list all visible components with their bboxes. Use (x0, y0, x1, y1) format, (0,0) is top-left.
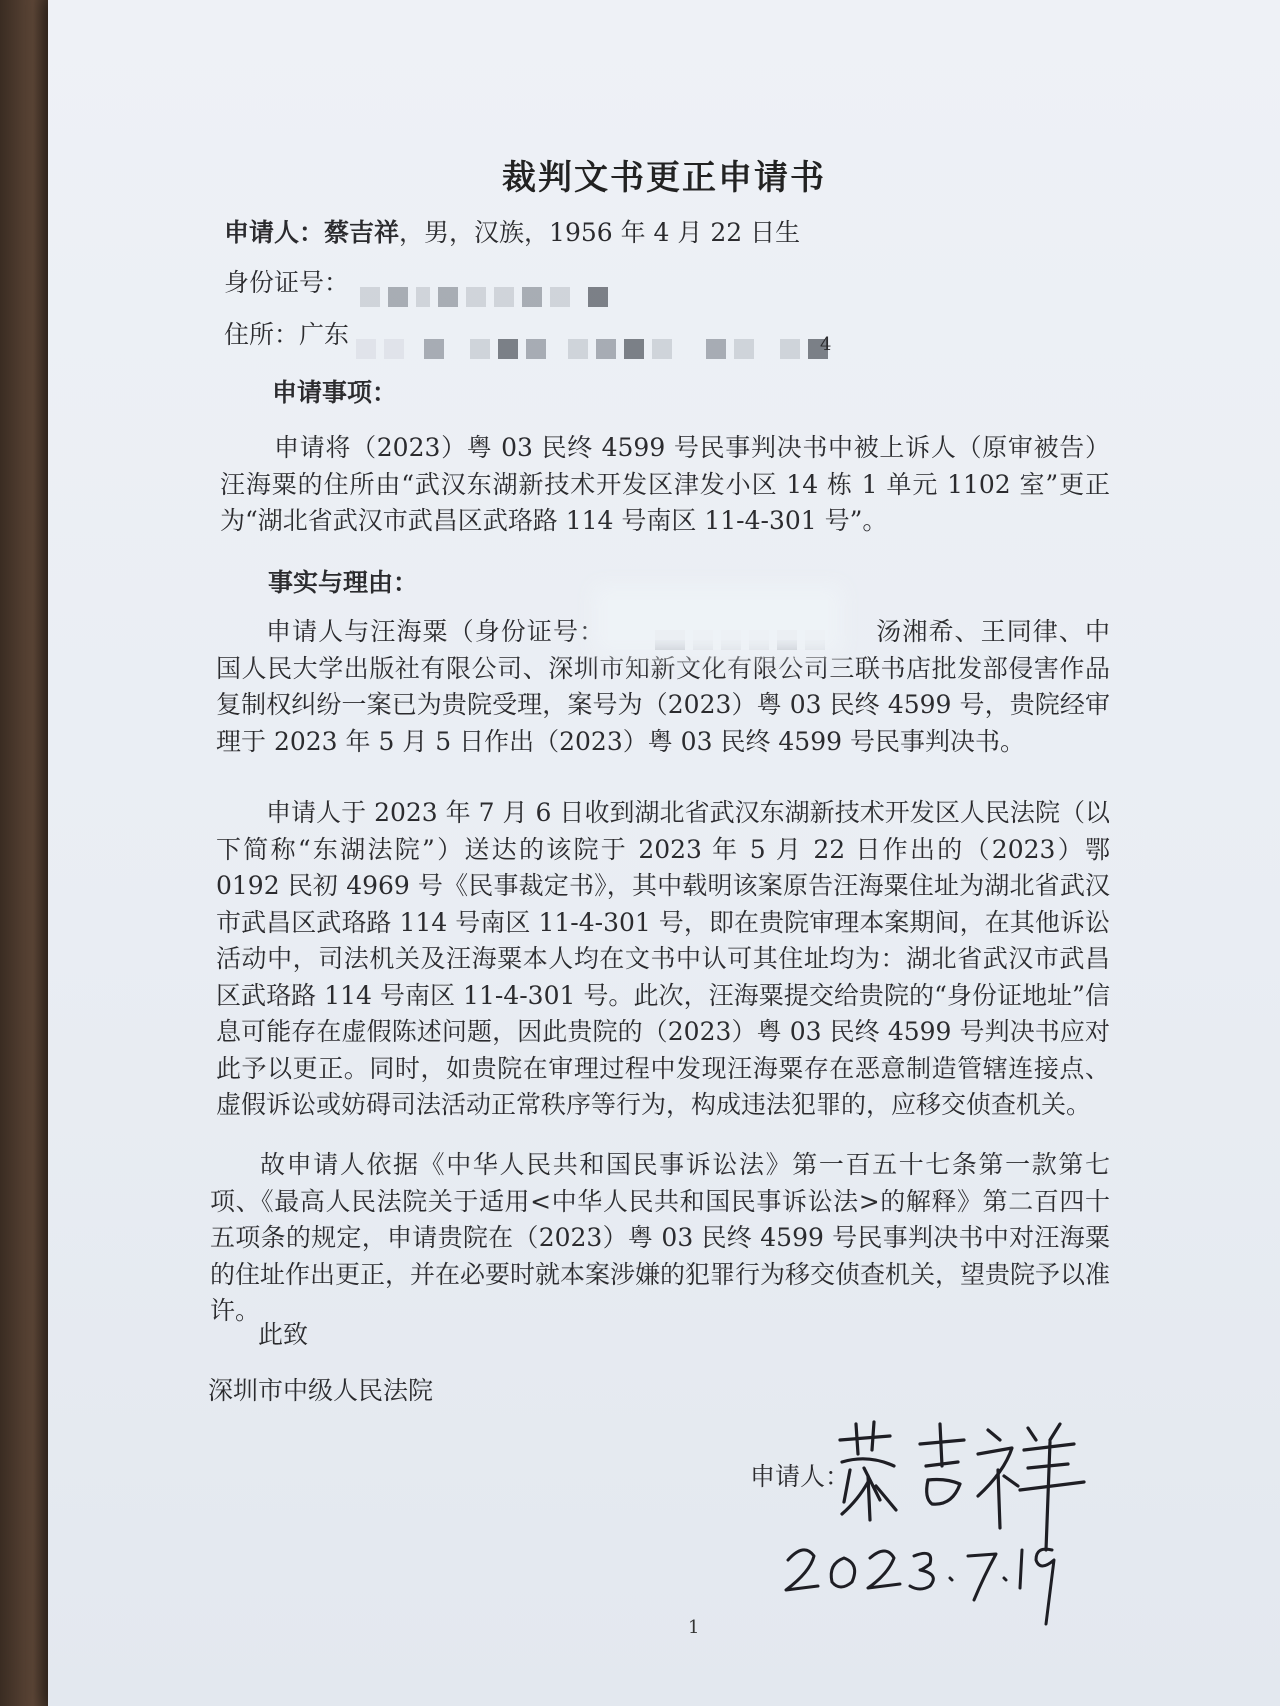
address-label: 住所：广东 (224, 320, 350, 349)
facts-paragraph-2: 申请人于 2023 年 7 月 6 日收到湖北省武汉东湖新技术开发区人民法院（以下简称“东湖法院”）送达的该院于 2023 年 5 月 22 日作出的（2023）鄂 0192 民初 4969 号《民事裁定书》，其中载明该案原告汪海粟住址为湖北省武汉市武昌区武珞路 114 号南区 11-4-301 号，即在贵院审理本案期间，在其他诉讼活动中，司法机关及汪海粟本人均在文书中认可其住址均为：湖北省武汉市武昌区武珞路 114 号南区 11-4-301 号。此次，汪海粟提交给贵院的“身份证地址”信息可能存在虚假陈述问题，因此贵院的（2023）粤 03 民终 4599 号判决书应对此予以更正。同时，如贵院在审理过程中发现汪海粟存在恶意制造管辖连接点、虚假诉讼或妨碍司法活动正常秩序等行为，构成违法犯罪的，应移交侦查机关。 (216, 798, 1110, 1119)
section-request-heading: 申请事项： (272, 378, 398, 407)
address-trailing: 4 (820, 334, 832, 355)
id-redaction (360, 286, 616, 307)
handwritten-date (774, 1520, 1064, 1630)
addressee: 深圳市中级人民法院 (208, 1376, 434, 1405)
page-number: 1 (688, 1617, 700, 1638)
applicant-name: 蔡吉祥 (324, 218, 400, 247)
id-label: 身份证号： (224, 268, 350, 297)
facts-p1-start: 申请人与汪海粟（身份证号： (266, 617, 606, 646)
closing-text: 此致 (258, 1320, 309, 1349)
facts-paragraph-3: 故申请人依据《中华人民共和国民事诉讼法》第一百五十七条第一款第七项、《最高人民法院关于适用<中华人民共和国民事诉讼法>的解释》第二百四十五项条的规定，申请贵院在（2023）粤 03 民终 4599 号民事判决书中对汪海粟的住址作出更正，并在必要时就本案涉嫌的犯罪行为移交侦查机关，望贵院予以准许。 (210, 1150, 1111, 1325)
document-title: 裁判文书更正申请书 (502, 158, 826, 198)
request-paragraph: 申请将（2023）粤 03 民终 4599 号民事判决书中被上诉人（原审被告）汪海粟的住所由“武汉东湖新技术开发区津发小区 14 栋 1 单元 1102 室”更正为“湖北省武汉市武昌区武珞路 114 号南区 11-4-301 号”。 (220, 433, 1110, 535)
applicant-label: 申请人： (224, 218, 325, 247)
address-redaction (356, 334, 836, 359)
id-line (224, 270, 349, 295)
facts-p1-rest: 汤湘希、王同律、中国人民大学出版社有限公司、深圳市知新文化有限公司三联书店批发部侵害作品复制权纠纷一案已为贵院受理，案号为（2023）粤 03 民终 4599 号，贵院经审理于 2023 年 5 月 5 日作出（2023）粤 03 民终 4599 号民事判决书。 (216, 617, 1110, 756)
applicant-details: ，男，汉族，1956 年 4 月 22 日生 (399, 218, 801, 247)
applicant-line (224, 220, 800, 245)
section-facts-heading: 事实与理由： (268, 568, 419, 597)
address-line (224, 322, 349, 347)
signature-label: 申请人： (750, 1462, 851, 1491)
id-blur-overlay (608, 600, 828, 640)
document-page (48, 0, 1280, 1706)
